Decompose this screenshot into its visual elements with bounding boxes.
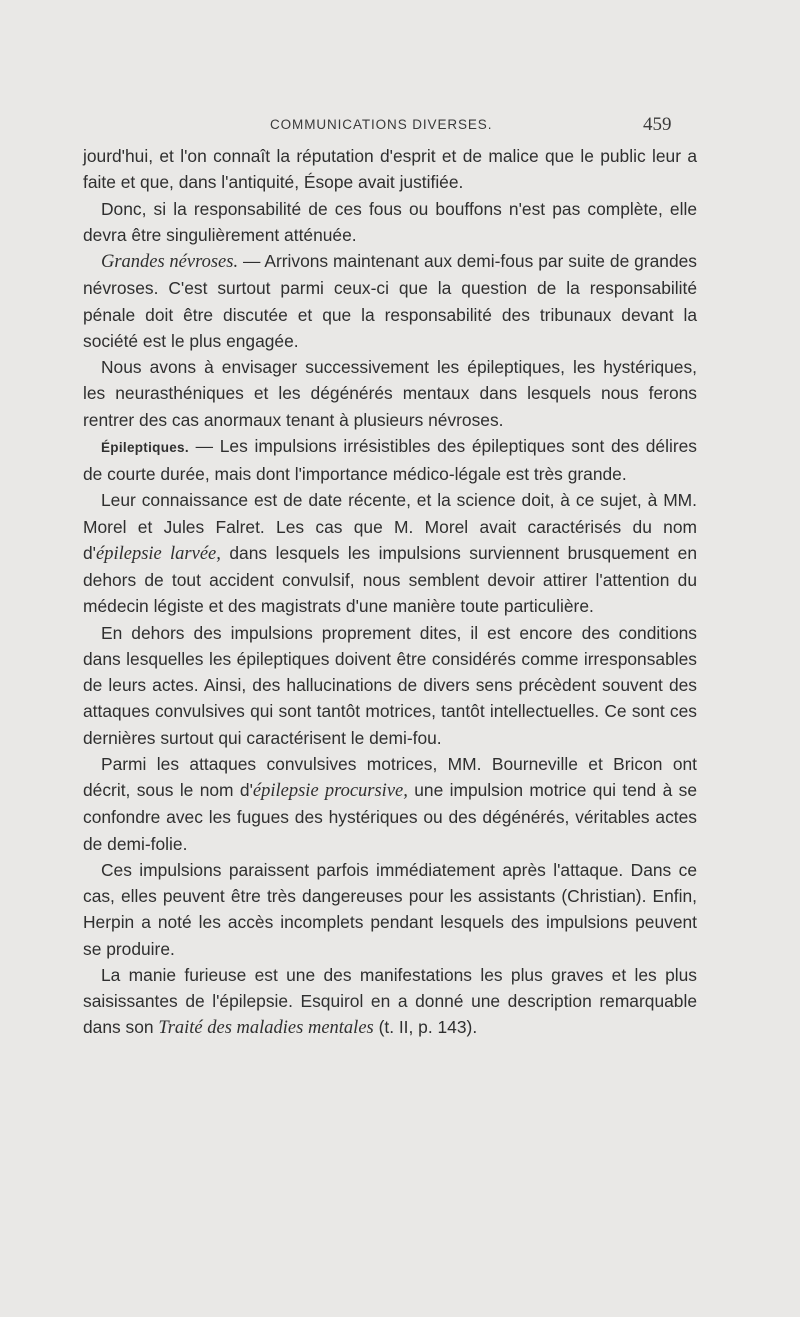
section-heading-grandes-nevroses: Grandes névroses. [101,252,239,272]
running-head [0,114,800,137]
paragraph-7: En dehors des impulsions proprement dites, il est encore des conditions dans lesquelles les épileptiques doivent être considérés comme irresponsables de leurs actes. Ainsi, des hallucinations de divers sens précèdent souvent des attaques convulsives qui sont tantôt motrices, tantôt intellectuelles. Ce sont ces dernières surtout qui caractérisent le demi-fou. [83,622,697,748]
paragraph-5 [83,433,697,488]
paragraph-8-text-b: une impulsion motrice qui tend à se confondre avec les fugues des hystériques ou des dégénérés, véritables actes de demi-folie. [83,780,697,854]
paragraph-6 [83,487,697,619]
paragraph-6-text-b: dans lesquels les impulsions surviennent brusquement en dehors de tout accident convulsif, nous semblent devoir attirer l'attention du médecin légiste et des magistrats d'une manière toute particulière. [83,542,697,617]
paragraph-8 [83,751,697,857]
paragraph-8-text-a: Parmi les attaques convulsives motrices, MM. Bourneville et Bricon ont décrit, sous le nom d' [83,753,697,800]
paragraph-10 [83,962,697,1042]
paragraph-4: Nous avons à envisager successivement les épileptiques, les hystériques, les neurasthéniques et les dégénérés mentaux dans lesquels nous ferons rentrer des cas anormaux tenant à plusieurs névroses. [83,357,697,430]
page-number: 459 [643,114,672,135]
section-heading-epileptiques: Épileptiques. [101,439,189,455]
paragraph-10-text-b: (t. II, p. 143). [373,1017,478,1038]
paragraph-9: Ces impulsions paraissent parfois immédiatement après l'attaque. Dans ce cas, elles peuvent être très dangereuses pour les assistants (Christian). Enfin, Herpin a noté les accès incomplets pendant lesquels des impulsions peuvent se produire. [83,859,697,959]
term-epilepsie-procursive: épilepsie procursive, [252,781,408,801]
paragraph-2: Donc, si la responsabilité de ces fous ou bouffons n'est pas complète, elle devra être singulièrement atténuée. [83,198,697,245]
body-text [83,143,697,1042]
paragraph-5-text: — Les impulsions irrésistibles des épileptiques sont des délires de courte durée, mais dont l'importance médico-légale est très grande. [83,435,697,484]
book-title-traite: Traité des maladies mentales [158,1018,374,1039]
paragraph-6-text-a: Leur connaissance est de date récente, et la science doit, à ce sujet, à MM. Morel et Jules Falret. Les cas que M. Morel avait caractérisés du nom d' [83,490,697,563]
paragraph-1: jourd'hui, et l'on connaît la réputation d'esprit et de malice que le public leur a faite et que, dans l'antiquité, Ésope avait justifiée. [83,146,697,193]
paragraph-3-text: — Arrivons maintenant aux demi-fous par suite de grandes névroses. C'est surtout parmi ceux-ci que la question de la responsabilité pénale doit être discutée et que la responsabilité des tribunaux devant la société est le plus engagée. [83,251,697,351]
running-title: COMMUNICATIONS DIVERSES. [270,117,493,132]
term-epilepsie-larvee: épilepsie larvée, [96,543,221,564]
paragraph-3 [83,248,697,354]
paragraph-10-text-a: La manie furieuse est une des manifestations les plus graves et les plus saisissantes de l'épilepsie. Esquirol en a donné une description remarquable dans son [83,964,697,1038]
